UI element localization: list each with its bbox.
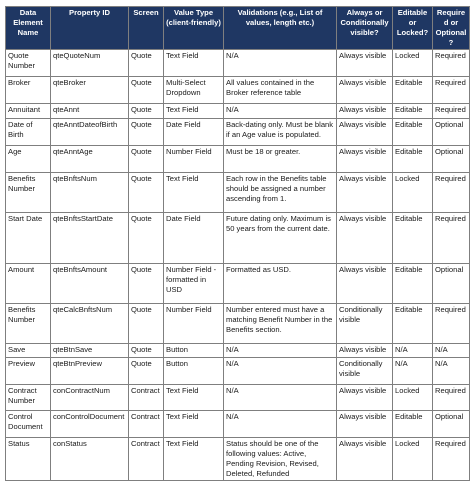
cell-required-optional: Required (433, 438, 470, 481)
cell-property-id: qteBtnSave (51, 344, 129, 358)
cell-data-element-name: Status (6, 438, 51, 481)
cell-property-id: conContractNum (51, 385, 129, 411)
cell-required-optional: Required (433, 213, 470, 264)
cell-data-element-name: Broker (6, 77, 51, 104)
cell-visibility: Always visible (337, 146, 393, 173)
cell-value-type: Number Field (164, 146, 224, 173)
cell-value-type: Text Field (164, 50, 224, 77)
cell-data-element-name: Save (6, 344, 51, 358)
cell-visibility: Always visible (337, 385, 393, 411)
header-editable-locked: Editable or Locked? (393, 7, 433, 50)
cell-editable-locked: N/A (393, 358, 433, 385)
cell-visibility: Always visible (337, 438, 393, 481)
cell-required-optional: Optional (433, 264, 470, 304)
cell-validations: N/A (224, 344, 337, 358)
cell-data-element-name: Annuitant (6, 104, 51, 119)
header-row (6, 7, 470, 50)
cell-screen: Quote (129, 50, 164, 77)
cell-property-id: qteBnftsAmount (51, 264, 129, 304)
cell-editable-locked: Locked (393, 385, 433, 411)
cell-value-type: Number Field - formatted in USD (164, 264, 224, 304)
cell-screen: Quote (129, 77, 164, 104)
cell-visibility: Always visible (337, 50, 393, 77)
cell-visibility: Always visible (337, 77, 393, 104)
cell-validations: All values contained in the Broker reference table (224, 77, 337, 104)
cell-screen: Quote (129, 344, 164, 358)
cell-required-optional: Optional (433, 119, 470, 146)
cell-property-id: qteBnftsNum (51, 173, 129, 213)
cell-validations: N/A (224, 358, 337, 385)
table-row (6, 385, 470, 411)
cell-validations: Status should be one of the following values: Active, Pending Revision, Revised, Deleted, Refunded (224, 438, 337, 481)
cell-data-element-name: Benefits Number (6, 304, 51, 344)
cell-validations: Each row in the Benefits table should be assigned a number ascending from 1. (224, 173, 337, 213)
table-row (6, 358, 470, 385)
cell-visibility: Always visible (337, 173, 393, 213)
cell-property-id: qteBtnPreview (51, 358, 129, 385)
cell-screen: Quote (129, 304, 164, 344)
cell-value-type: Date Field (164, 213, 224, 264)
cell-validations: Number entered must have a matching Benefit Number in the Benefits section. (224, 304, 337, 344)
table-row (6, 264, 470, 304)
table-row (6, 344, 470, 358)
cell-editable-locked: Editable (393, 119, 433, 146)
table-row (6, 213, 470, 264)
cell-visibility: Always visible (337, 104, 393, 119)
cell-value-type: Number Field (164, 304, 224, 344)
cell-value-type: Multi-Select Dropdown (164, 77, 224, 104)
cell-required-optional: Required (433, 385, 470, 411)
cell-screen: Contract (129, 438, 164, 481)
header-validations: Validations (e.g., List of values, length etc.) (224, 7, 337, 50)
cell-validations: N/A (224, 411, 337, 438)
cell-editable-locked: Editable (393, 264, 433, 304)
cell-screen: Quote (129, 173, 164, 213)
cell-visibility: Always visible (337, 119, 393, 146)
cell-editable-locked: Editable (393, 146, 433, 173)
table-header (6, 7, 470, 50)
table-row (6, 50, 470, 77)
cell-editable-locked: Locked (393, 438, 433, 481)
cell-validations: N/A (224, 50, 337, 77)
cell-required-optional: Required (433, 173, 470, 213)
cell-validations: Future dating only. Maximum is 50 years from the current date. (224, 213, 337, 264)
cell-required-optional: Optional (433, 146, 470, 173)
cell-property-id: conControlDocument (51, 411, 129, 438)
cell-editable-locked: Locked (393, 50, 433, 77)
cell-screen: Quote (129, 358, 164, 385)
cell-value-type: Date Field (164, 119, 224, 146)
cell-editable-locked: N/A (393, 344, 433, 358)
table-row (6, 173, 470, 213)
cell-property-id: qteCalcBnftsNum (51, 304, 129, 344)
cell-property-id: qteAnntDateofBirth (51, 119, 129, 146)
cell-property-id: conStatus (51, 438, 129, 481)
cell-property-id: qteBroker (51, 77, 129, 104)
cell-validations: N/A (224, 104, 337, 119)
cell-value-type: Text Field (164, 104, 224, 119)
table-row (6, 119, 470, 146)
cell-value-type: Text Field (164, 173, 224, 213)
cell-value-type: Text Field (164, 438, 224, 481)
field-specification-table (5, 6, 470, 481)
cell-editable-locked: Editable (393, 411, 433, 438)
cell-required-optional: N/A (433, 344, 470, 358)
cell-data-element-name: Date of Birth (6, 119, 51, 146)
table-row (6, 77, 470, 104)
cell-editable-locked: Locked (393, 173, 433, 213)
table-row (6, 304, 470, 344)
table-row (6, 438, 470, 481)
cell-required-optional: N/A (433, 358, 470, 385)
header-required-optional: Required or Optional? (433, 7, 470, 50)
cell-screen: Quote (129, 264, 164, 304)
cell-screen: Contract (129, 385, 164, 411)
header-data-element-name: Data Element Name (6, 7, 51, 50)
cell-value-type: Text Field (164, 411, 224, 438)
cell-property-id: qteBnftsStartDate (51, 213, 129, 264)
cell-visibility: Conditionally visible (337, 358, 393, 385)
cell-editable-locked: Editable (393, 213, 433, 264)
cell-value-type: Text Field (164, 385, 224, 411)
cell-required-optional: Required (433, 50, 470, 77)
header-visibility: Always or Conditionally visible? (337, 7, 393, 50)
table-body (6, 50, 470, 481)
cell-property-id: qteAnnt (51, 104, 129, 119)
cell-data-element-name: Control Document (6, 411, 51, 438)
cell-required-optional: Optional (433, 411, 470, 438)
cell-visibility: Always visible (337, 411, 393, 438)
cell-validations: N/A (224, 385, 337, 411)
cell-data-element-name: Benefits Number (6, 173, 51, 213)
cell-value-type: Button (164, 344, 224, 358)
cell-value-type: Button (164, 358, 224, 385)
cell-property-id: qteAnntAge (51, 146, 129, 173)
cell-editable-locked: Editable (393, 304, 433, 344)
cell-visibility: Always visible (337, 344, 393, 358)
cell-data-element-name: Contract Number (6, 385, 51, 411)
cell-validations: Back-dating only. Must be blank if an Age value is populated. (224, 119, 337, 146)
cell-required-optional: Required (433, 304, 470, 344)
table-row (6, 411, 470, 438)
cell-required-optional: Required (433, 104, 470, 119)
cell-data-element-name: Start Date (6, 213, 51, 264)
cell-required-optional: Required (433, 77, 470, 104)
header-screen: Screen (129, 7, 164, 50)
cell-visibility: Conditionally visible (337, 304, 393, 344)
cell-data-element-name: Quote Number (6, 50, 51, 77)
cell-screen: Quote (129, 119, 164, 146)
cell-screen: Contract (129, 411, 164, 438)
cell-visibility: Always visible (337, 213, 393, 264)
cell-editable-locked: Editable (393, 77, 433, 104)
cell-screen: Quote (129, 146, 164, 173)
cell-validations: Must be 18 or greater. (224, 146, 337, 173)
cell-data-element-name: Age (6, 146, 51, 173)
cell-screen: Quote (129, 213, 164, 264)
cell-visibility: Always visible (337, 264, 393, 304)
cell-screen: Quote (129, 104, 164, 119)
cell-data-element-name: Preview (6, 358, 51, 385)
cell-property-id: qteQuoteNum (51, 50, 129, 77)
cell-data-element-name: Amount (6, 264, 51, 304)
header-value-type: Value Type (client-friendly) (164, 7, 224, 50)
header-property-id: Property ID (51, 7, 129, 50)
table-row (6, 104, 470, 119)
table-row (6, 146, 470, 173)
cell-editable-locked: Editable (393, 104, 433, 119)
cell-validations: Formatted as USD. (224, 264, 337, 304)
